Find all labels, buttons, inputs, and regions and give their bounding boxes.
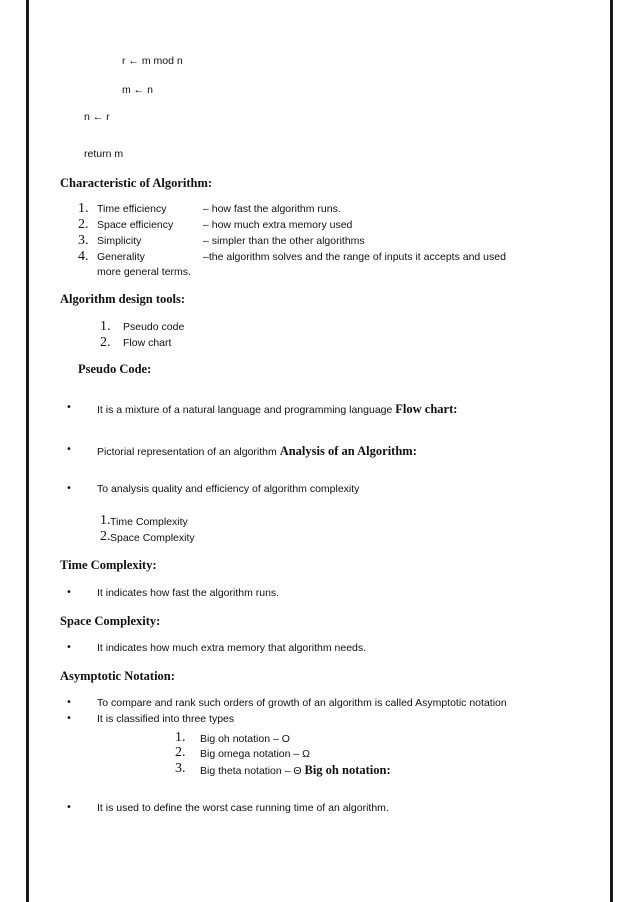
- bullet-text: It indicates how much extra memory that algorithm needs.: [97, 642, 367, 654]
- bullet-text: To compare and rank such orders of growth of an algorithm is called Asymptotic notation: [97, 697, 507, 709]
- list-term: Simplicity: [97, 235, 142, 247]
- list-item: Time Complexity: [110, 516, 188, 528]
- bullet-icon: •: [66, 642, 72, 653]
- bullet-icon: •: [66, 402, 72, 413]
- inline-heading: Analysis of an Algorithm:: [279, 444, 417, 458]
- list-desc: – how fast the algorithm runs.: [203, 203, 341, 215]
- list-item-label: Big theta notation – Θ: [200, 765, 302, 777]
- list-item: Flow chart: [123, 337, 172, 349]
- list-item: Space Complexity: [110, 532, 195, 544]
- list-desc: – how much extra memory used: [203, 219, 353, 231]
- list-number: 1.: [78, 201, 89, 216]
- code-line: return m: [84, 148, 124, 160]
- list-desc: –the algorithm solves and the range of inputs it accepts and used: [203, 251, 506, 263]
- list-number: 2.: [175, 745, 186, 760]
- list-number: 4.: [78, 249, 89, 264]
- bullet-text-body: It is a mixture of a natural language and programming language: [97, 404, 393, 416]
- bullet-icon: •: [66, 713, 72, 724]
- list-number: 1.: [100, 319, 111, 334]
- section-heading: Asymptotic Notation:: [60, 669, 175, 683]
- list-item: Big omega notation – Ω: [200, 748, 311, 760]
- list-number: 1.: [175, 730, 186, 745]
- section-heading: Pseudo Code:: [78, 362, 152, 376]
- section-heading: Algorithm design tools:: [60, 292, 185, 306]
- inline-heading: Big oh notation:: [304, 763, 391, 777]
- bullet-icon: •: [66, 444, 72, 455]
- list-item: [200, 763, 391, 778]
- page-border-right: [610, 0, 613, 902]
- list-term: Generality: [97, 251, 145, 263]
- page-border-left: [26, 0, 29, 902]
- list-continuation: more general terms.: [97, 266, 191, 278]
- bullet-text: [97, 402, 457, 417]
- list-number: 3.: [175, 761, 186, 776]
- code-line: n ← r: [84, 111, 110, 123]
- list-desc: – simpler than the other algorithms: [203, 235, 365, 247]
- list-term: Time efficiency: [97, 203, 167, 215]
- list-number: 2.: [100, 529, 111, 544]
- list-number: 1.: [100, 513, 111, 528]
- list-item: Pseudo code: [123, 321, 185, 333]
- code-line: m ← n: [122, 84, 153, 96]
- section-heading: Characteristic of Algorithm:: [60, 176, 213, 190]
- bullet-icon: •: [66, 697, 72, 708]
- list-item: Big oh notation – O: [200, 733, 290, 745]
- bullet-text: To analysis quality and efficiency of algorithm complexity: [97, 483, 360, 495]
- list-term: Space efficiency: [97, 219, 174, 231]
- bullet-text: It is classified into three types: [97, 713, 235, 725]
- list-number: 2.: [78, 217, 89, 232]
- bullet-text: [97, 444, 417, 459]
- bullet-icon: •: [66, 802, 72, 813]
- bullet-text: It is used to define the worst case running time of an algorithm.: [97, 802, 389, 814]
- bullet-icon: •: [66, 587, 72, 598]
- bullet-text: It indicates how fast the algorithm runs.: [97, 587, 280, 599]
- bullet-text-body: Pictorial representation of an algorithm: [97, 446, 277, 458]
- list-number: 3.: [78, 233, 89, 248]
- bullet-icon: •: [66, 483, 72, 494]
- inline-heading: Flow chart:: [395, 402, 458, 416]
- section-heading: Space Complexity:: [60, 614, 161, 628]
- code-line: r ← m mod n: [122, 55, 183, 67]
- list-number: 2.: [100, 335, 111, 350]
- section-heading: Time Complexity:: [60, 558, 157, 572]
